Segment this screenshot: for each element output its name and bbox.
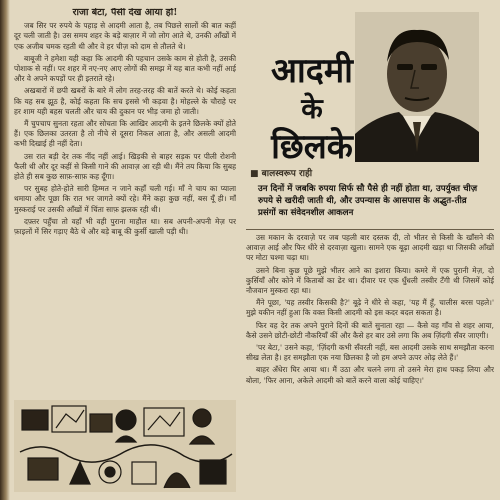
title-word-2: के	[301, 92, 323, 125]
right-paragraph: फिर वह देर तक अपने पुराने दिनों की बातें सुनाता रहा — कैसे वह गाँव से शहर आया, कैसे उसने छोटी-छोटी नौकरियाँ कीं और कैसे हर बार उसे लगा कि अब ज़िंदगी सँवर जाएगी।	[246, 320, 494, 340]
right-paragraph: उस मकान के दरवाज़े पर जब पहली बार दस्तक दी, तो भीतर से किसी के खाँसने की आवाज़ आई और फिर धीरे से दरवाज़ा खुला। सामने एक बूढ़ा आदमी खड़ा था जिसकी आँखों पर मोटा चश्मा चढ़ा था।	[246, 233, 494, 263]
crowd-illustration	[14, 400, 236, 492]
article-intro: उन दिनों में जबकि रुपया सिर्फ सौ पैसे ही नहीं होता था, उपर्युक्त चीज़ रुपये से खरीदी जाती थी, और उपन्यास के आसपास के अद्भुत-तीव्र प्रसंगों का संवेदनशील आकलन	[258, 184, 478, 218]
right-paragraph: 'पर बेटा,' उसने कहा, 'ज़िंदगी कभी सँवरती नहीं, बस आदमी उसके साथ समझौता करना सीख लेता है। हर समझौता एक नया छिलका है जो हम अपने ऊपर ओढ़ लेते हैं।'	[246, 343, 494, 363]
left-paragraph: उस रात बड़ी देर तक नींद नहीं आई। खिड़की से बाहर सड़क पर पीली रोशनी फैली थी और दूर कहीं से किसी गाने की आवाज़ आ रही थी। मैंने तय किया कि सुबह होते ही सब कुछ साफ़-साफ़ कह दूँगा।	[14, 151, 236, 182]
right-text-column	[246, 233, 494, 495]
title-word-1: आदमी	[271, 51, 353, 91]
page-binding-shadow	[0, 0, 10, 500]
left-paragraph: दफ़्तर पहुँचा तो वहाँ भी वही पुराना माहौल था। सब अपनी-अपनी मेज़ पर फ़ाइलों में सिर गड़ाए बैठे थे और बड़े बाबू की कुर्सी खाली पड़ी थी।	[14, 216, 236, 237]
right-paragraph: मैंने पूछा, 'यह तस्वीर किसकी है?' बूढ़े ने धीरे से कहा, 'यह मैं हूँ, चालीस बरस पहले।' मुझे यकीन नहीं हुआ कि वक्त किसी आदमी को इस कदर बदल सकता है।	[246, 298, 494, 318]
right-paragraph: उसने बिना कुछ पूछे मुझे भीतर आने का इशारा किया। कमरे में एक पुरानी मेज़, दो कुर्सियाँ और कोने में किताबों का ढेर था। दीवार पर एक धुँधली तस्वीर टँगी थी जिसमें कोई नौजवान मुस्करा रहा था।	[246, 265, 494, 296]
left-paragraph: पर सुबह होते-होते सारी हिम्मत न जाने कहाँ चली गई। माँ ने चाय का प्याला थमाया और पूछा कि रात भर जागते क्यों रहे। मैंने कहा कुछ नहीं, बस यूँ ही। माँ मुस्कराई पर उसकी आँखों में चिंता साफ़ झलक रही थी।	[14, 184, 236, 214]
left-paragraph: बाबूजी ने हमेशा यही कहा कि आदमी की पहचान उसके काम से होती है, उसकी पोशाक से नहीं। पर शहर में नए-नए आए लोगों की समझ में यह बात कभी नहीं आई और वे अपने कपड़ों पर ही इतराते रहे।	[14, 53, 236, 84]
left-paragraph: जब सिर पर रुपये के पहाड़ से आदमी आता है, तब पिछले सालों की बात कहीं दूर चली जाती है। उस समय शहर के बड़े बाज़ार में जो लोग आते थे, उनकी आँखों में एक अजीब चमक रहती थी और वे हर चीज़ को दाम से तौलते थे।	[14, 21, 236, 51]
author-photo	[355, 12, 479, 162]
left-column-heading: राजा बेटा, पैसी देख आया हो!	[72, 8, 178, 18]
left-paragraph: मैं चुपचाप सुनता रहता और सोचता कि आखिर आदमी के इतने छिलके क्यों होते हैं। एक छिलका उतरता है तो नीचे से दूसरा निकल आता है, और असली आदमी कभी दिखाई ही नहीं देता।	[14, 119, 236, 149]
right-paragraph: बाहर अँधेरा घिर आया था। मैं उठा और चलने लगा तो उसने मेरा हाथ पकड़ लिया और बोला, 'फिर आना, अकेले आदमी को बातें करने वाला कोई चाहिए।'	[246, 365, 494, 385]
author-byline: ■ बालस्वरूप राही	[250, 169, 313, 179]
left-paragraph: अखबारों में छपी खबरों के बारे में लोग तरह-तरह की बातें करते थे। कोई कहता कि यह सब झूठ है, कोई कहता कि सच इससे भी कड़वा है। मोहल्ले के चौराहे पर हर शाम यही बहस चलती और चाय की दुकान पर भीड़ जमा हो जाती।	[14, 86, 236, 116]
title-word-3: छिलके	[271, 127, 353, 167]
section-divider	[246, 229, 494, 230]
